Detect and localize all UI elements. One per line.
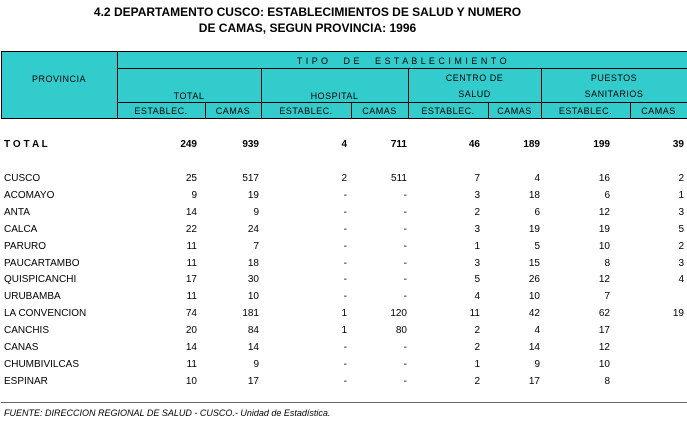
province-value: 5 bbox=[678, 224, 684, 235]
province-value: 10 bbox=[247, 291, 259, 302]
province-value: - bbox=[403, 274, 407, 285]
province-value: - bbox=[403, 291, 407, 302]
province-value: 17 bbox=[185, 274, 197, 285]
province-value: 1 bbox=[678, 190, 684, 201]
province-value: 1 bbox=[474, 241, 480, 252]
province-value: 7 bbox=[474, 173, 480, 184]
province-value: 19 bbox=[247, 190, 259, 201]
province-value: 80 bbox=[395, 325, 407, 336]
province-value: 2 bbox=[474, 325, 480, 336]
header-bottom-border bbox=[1, 118, 687, 119]
province-value: - bbox=[403, 342, 407, 353]
header-tipo-establecimiento: T I P O D E E S T A B L E C I M I E N T O bbox=[296, 56, 508, 66]
province-value: - bbox=[343, 274, 347, 285]
total-row-value: 939 bbox=[242, 139, 259, 150]
province-name: PARURO bbox=[4, 241, 47, 252]
province-value: - bbox=[343, 224, 347, 235]
province-value: - bbox=[343, 359, 347, 370]
province-value: 14 bbox=[185, 342, 197, 353]
province-value: 12 bbox=[598, 274, 610, 285]
header-top-border bbox=[1, 51, 687, 52]
subheader-establec: ESTABLEC. bbox=[421, 106, 475, 116]
province-value: 17 bbox=[247, 376, 259, 387]
source-note: FUENTE: DIRECCION REGIONAL DE SALUD - CUSCO.- Unidad de Estadística. bbox=[4, 408, 331, 418]
total-row-value: 249 bbox=[180, 139, 197, 150]
header-group-sanitarios: SANITARIOS bbox=[584, 89, 644, 99]
province-value: 9 bbox=[534, 359, 540, 370]
province-value: 2 bbox=[678, 241, 684, 252]
province-name: ACOMAYO bbox=[4, 190, 55, 201]
province-value: 10 bbox=[185, 376, 197, 387]
total-row-value: 199 bbox=[593, 139, 610, 150]
province-value: 4 bbox=[534, 325, 540, 336]
province-value: - bbox=[343, 376, 347, 387]
province-value: 2 bbox=[341, 173, 347, 184]
province-value: 2 bbox=[474, 376, 480, 387]
province-value: 6 bbox=[604, 190, 610, 201]
province-value: 181 bbox=[242, 308, 259, 319]
province-value: 1 bbox=[341, 325, 347, 336]
province-value: 19 bbox=[672, 308, 684, 319]
province-value: 11 bbox=[186, 359, 197, 370]
province-name: CANAS bbox=[4, 342, 39, 353]
province-value: 25 bbox=[185, 173, 197, 184]
province-name: CHUMBIVILCAS bbox=[4, 359, 80, 370]
province-name: CANCHIS bbox=[4, 325, 50, 336]
province-value: 20 bbox=[185, 325, 197, 336]
province-value: - bbox=[343, 207, 347, 218]
header-group-centro: CENTRO DE bbox=[445, 73, 504, 83]
province-value: 4 bbox=[534, 173, 540, 184]
province-value: - bbox=[343, 241, 347, 252]
province-value: 5 bbox=[534, 241, 540, 252]
province-name: CALCA bbox=[4, 224, 38, 235]
province-value: 9 bbox=[191, 190, 197, 201]
province-name: PAUCARTAMBO bbox=[4, 258, 80, 269]
province-value: 10 bbox=[598, 359, 610, 370]
subheader-camas: CAMAS bbox=[215, 106, 251, 116]
province-value: - bbox=[403, 224, 407, 235]
province-value: - bbox=[403, 190, 407, 201]
province-value: 15 bbox=[528, 258, 540, 269]
province-value: 2 bbox=[678, 173, 684, 184]
total-row-value: 711 bbox=[390, 139, 407, 150]
province-value: - bbox=[403, 241, 407, 252]
footer-rule bbox=[1, 402, 687, 403]
province-value: 8 bbox=[604, 258, 610, 269]
province-value: 42 bbox=[528, 308, 540, 319]
province-value: 3 bbox=[474, 190, 480, 201]
province-value: 18 bbox=[247, 258, 259, 269]
subheader-camas: CAMAS bbox=[362, 106, 397, 116]
province-value: 12 bbox=[598, 342, 610, 353]
header-group-total: TOTAL bbox=[173, 91, 205, 101]
province-name: URUBAMBA bbox=[4, 291, 61, 302]
province-name: CUSCO bbox=[4, 173, 41, 184]
province-value: 3 bbox=[678, 207, 684, 218]
province-value: 74 bbox=[185, 308, 197, 319]
province-value: - bbox=[403, 359, 407, 370]
province-value: 4 bbox=[474, 291, 480, 302]
province-value: 19 bbox=[598, 224, 610, 235]
province-value: 517 bbox=[242, 173, 259, 184]
province-value: 18 bbox=[528, 190, 540, 201]
total-row-label: T O T A L bbox=[4, 139, 48, 150]
subheader-establec: ESTABLEC. bbox=[134, 106, 188, 116]
province-name: ESPINAR bbox=[4, 376, 48, 387]
province-value: 9 bbox=[253, 359, 259, 370]
province-value: 26 bbox=[528, 274, 540, 285]
province-value: 14 bbox=[185, 207, 197, 218]
subheader-establec: ESTABLEC. bbox=[558, 106, 613, 116]
province-value: 511 bbox=[391, 173, 407, 184]
header-group-hospital: HOSPITAL bbox=[310, 91, 359, 101]
province-value: 62 bbox=[598, 308, 610, 319]
header-left-border bbox=[1, 51, 2, 119]
province-name: QUISPICANCHI bbox=[4, 274, 77, 285]
table-title-line2: DE CAMAS, SEGUN PROVINCIA: 1996 bbox=[198, 21, 417, 35]
total-row-value: 39 bbox=[672, 139, 684, 150]
province-value: 3 bbox=[678, 258, 684, 269]
province-value: 9 bbox=[253, 207, 259, 218]
province-value: 24 bbox=[247, 224, 259, 235]
province-value: 4 bbox=[678, 274, 684, 285]
header-provincia: PROVINCIA bbox=[31, 74, 86, 84]
province-value: - bbox=[343, 342, 347, 353]
province-value: 1 bbox=[474, 359, 480, 370]
header-tipo-divider bbox=[117, 68, 687, 69]
province-value: 19 bbox=[528, 224, 540, 235]
province-value: - bbox=[403, 258, 407, 269]
province-value: 14 bbox=[528, 342, 540, 353]
province-value: 12 bbox=[598, 207, 610, 218]
total-row-value: 46 bbox=[468, 139, 480, 150]
province-value: 30 bbox=[247, 274, 259, 285]
province-value: 14 bbox=[247, 342, 259, 353]
province-value: 84 bbox=[247, 325, 259, 336]
province-value: - bbox=[343, 190, 347, 201]
province-value: - bbox=[343, 291, 347, 302]
header-group-puestos: PUESTOS bbox=[590, 73, 638, 83]
province-value: - bbox=[343, 258, 347, 269]
header-group-salud: SALUD bbox=[458, 89, 491, 99]
province-value: 11 bbox=[469, 308, 480, 319]
province-value: - bbox=[403, 207, 407, 218]
province-value: 7 bbox=[604, 291, 610, 302]
total-row-value: 4 bbox=[341, 139, 347, 150]
province-value: 3 bbox=[474, 258, 480, 269]
province-value: 17 bbox=[528, 376, 540, 387]
province-value: 6 bbox=[534, 207, 540, 218]
province-name: LA CONVENCION bbox=[4, 308, 87, 319]
province-value: 120 bbox=[390, 308, 407, 319]
province-value: 2 bbox=[474, 342, 480, 353]
province-value: 11 bbox=[186, 258, 197, 269]
province-value: - bbox=[403, 376, 407, 387]
total-row-value: 189 bbox=[523, 139, 540, 150]
province-value: 1 bbox=[341, 308, 347, 319]
province-value: 16 bbox=[598, 173, 610, 184]
province-value: 22 bbox=[185, 224, 197, 235]
province-value: 10 bbox=[598, 241, 610, 252]
province-value: 7 bbox=[253, 241, 259, 252]
province-value: 11 bbox=[186, 291, 197, 302]
province-value: 2 bbox=[474, 207, 480, 218]
province-name: ANTA bbox=[4, 207, 30, 218]
subheader-camas: CAMAS bbox=[641, 106, 676, 116]
province-value: 5 bbox=[474, 274, 480, 285]
province-value: 11 bbox=[186, 241, 197, 252]
province-value: 10 bbox=[528, 291, 540, 302]
subheader-camas: CAMAS bbox=[497, 106, 532, 116]
header-sub-divider bbox=[117, 102, 687, 103]
table-title-line1: 4.2 DEPARTAMENTO CUSCO: ESTABLECIMIENTOS DE SALUD Y NUMERO bbox=[93, 5, 522, 19]
province-value: 3 bbox=[474, 224, 480, 235]
province-value: 17 bbox=[598, 325, 610, 336]
subheader-establec: ESTABLEC. bbox=[279, 106, 333, 116]
province-value: 8 bbox=[604, 376, 610, 387]
